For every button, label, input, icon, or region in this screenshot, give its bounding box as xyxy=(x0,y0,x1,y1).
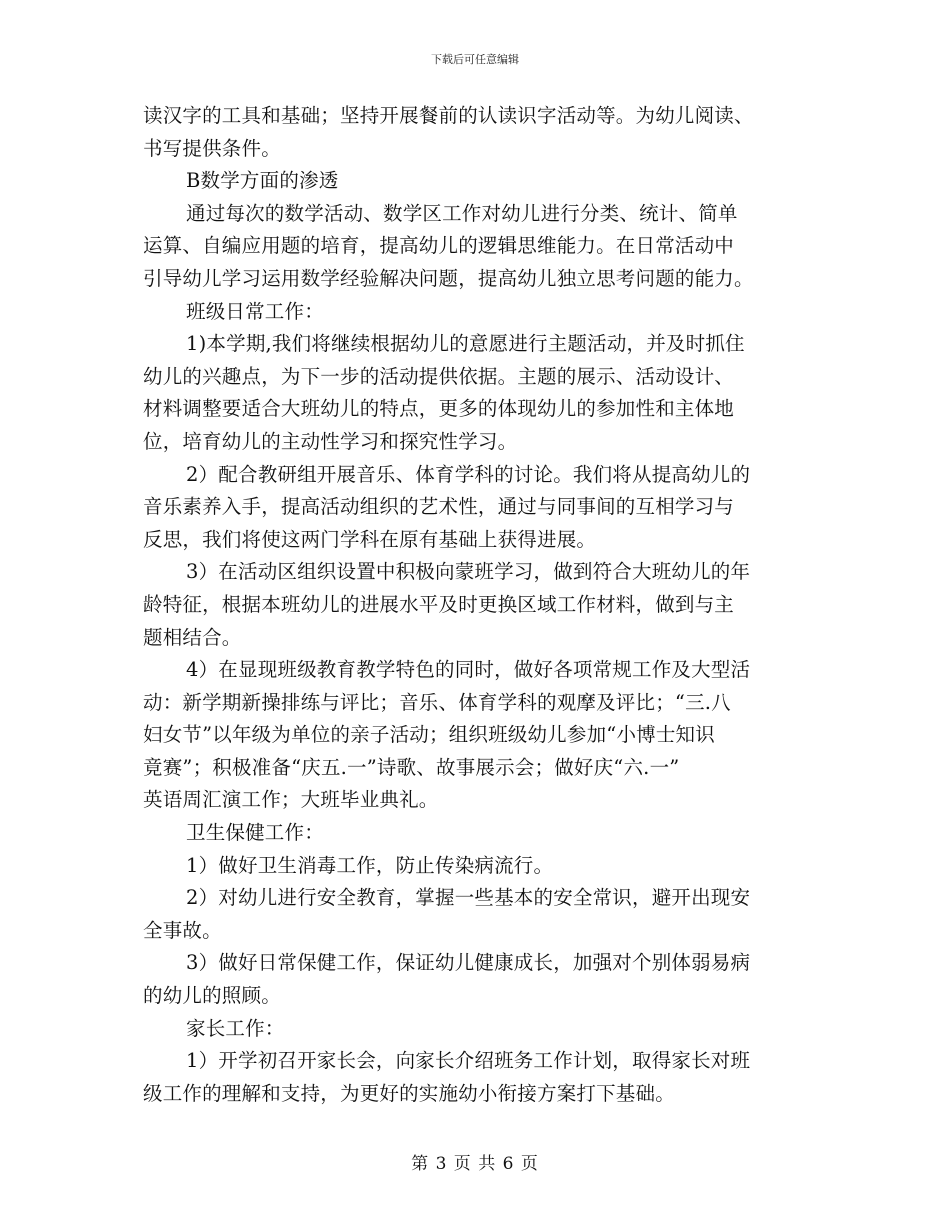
body-text-line: B数学方面的渗透 xyxy=(186,169,339,193)
page-footer: 第 3 页 共 6 页 xyxy=(411,1154,539,1174)
body-text-line: 的幼儿的照顾。 xyxy=(143,984,281,1008)
body-text-line: 读汉字的工具和基础；坚持开展餐前的认读识字活动等。为幼儿阅读、 xyxy=(143,104,754,127)
body-text-line: 幼儿的兴趣点，为下一步的活动提供依据。主题的展示、活动设计、 xyxy=(143,364,735,388)
body-text-line: 英语周汇演工作；大班毕业典礼。 xyxy=(143,788,439,812)
body-text-line: 反思，我们将使这两门学科在原有基础上获得进展。 xyxy=(143,527,597,551)
body-text-line: 音乐素养入手，提高活动组织的艺术性，通过与同事间的互相学习与 xyxy=(143,495,735,519)
body-text-line: 级工作的理解和支持，为更好的实施幼小衔接方案打下基础。 xyxy=(143,1081,675,1105)
body-text-line: 动：新学期新操排练与评比；音乐、体育学科的观摩及评比；“三.八 xyxy=(143,690,731,714)
body-text-line: 引导幼儿学习运用数学经验解决问题，提高幼儿独立思考问题的能力。 xyxy=(143,266,754,290)
body-text-line: 题相结合。 xyxy=(143,625,242,649)
body-text-line: 龄特征，根据本班幼儿的进展水平及时更换区域工作材料，做到与主 xyxy=(143,592,735,616)
body-text-line: 1）开学初召开家长会，向家长介绍班务工作计划，取得家长对班 xyxy=(186,1049,751,1073)
body-text-line: 班级日常工作： xyxy=(186,299,324,323)
body-text-line: 全事故。 xyxy=(143,918,222,942)
body-text-line: 卫生保健工作： xyxy=(186,821,324,845)
body-text-line: 位，培育幼儿的主动性学习和探究性学习。 xyxy=(143,429,518,453)
body-text-line: 运算、自编应用题的培育，提高幼儿的逻辑思维能力。在日常活动中 xyxy=(143,234,735,258)
page-header: 下载后可任意编辑 xyxy=(431,53,519,66)
body-text-line: 家长工作： xyxy=(186,1016,285,1040)
body-text-line: 3）做好日常保健工作，保证幼儿健康成长，加强对个别体弱易病 xyxy=(186,951,751,975)
body-text-line: 3）在活动区组织设置中积极向蒙班学习，做到符合大班幼儿的年 xyxy=(186,560,751,584)
document-body xyxy=(143,100,811,1110)
body-text-line: 材料调整要适合大班幼儿的特点，更多的体现幼儿的参加性和主体地 xyxy=(143,397,735,421)
body-text-line: 4）在显现班级教育教学特色的同时，做好各项常规工作及大型活 xyxy=(186,658,751,682)
body-text-line: 2）对幼儿进行安全教育，掌握一些基本的安全常识，避开出现安 xyxy=(186,886,751,910)
body-text-line: 妇女节”以年级为单位的亲子活动；组织班级幼儿参加“小博士知识 xyxy=(143,723,715,747)
body-text-line: 2）配合教研组开展音乐、体育学科的讨论。我们将从提高幼儿的 xyxy=(186,462,751,486)
body-text-line: 通过每次的数学活动、数学区工作对幼儿进行分类、统计、简单 xyxy=(186,201,738,225)
body-text-line: 1）做好卫生消毒工作，防止传染病流行。 xyxy=(186,853,554,877)
body-text-line: 1)本学期,我们将继续根据幼儿的意愿进行主题活动，并及时抓住 xyxy=(186,332,745,356)
body-text-line: 竟赛”；积极准备“庆五.一”诗歌、故事展示会；做好庆“六.一” xyxy=(143,755,680,779)
body-text-line: 书写提供条件。 xyxy=(143,136,281,160)
